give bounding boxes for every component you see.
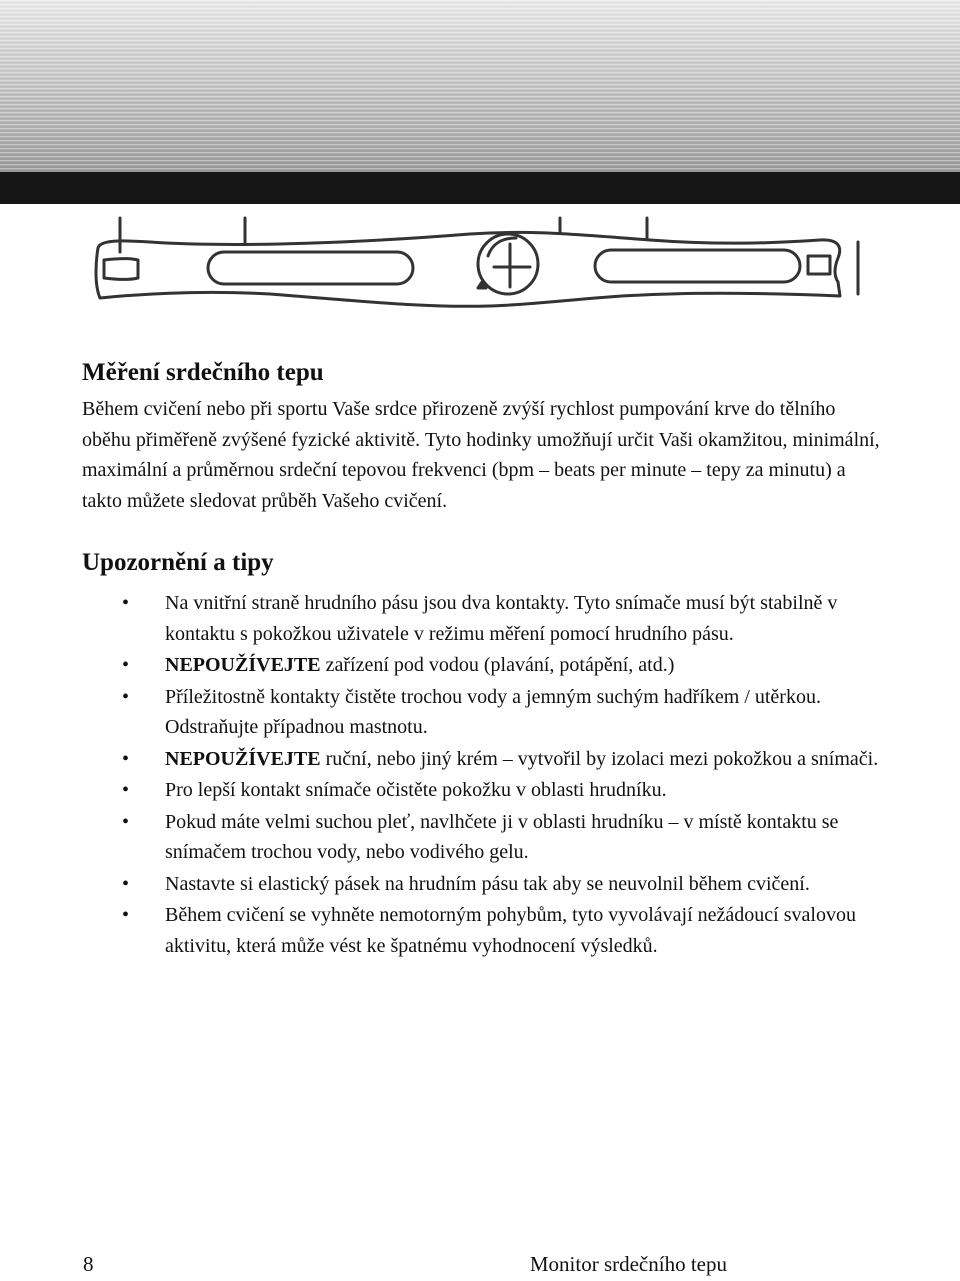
document-body: [82, 356, 882, 962]
bullet-icon: •: [122, 654, 130, 676]
section-heading-tips: Upozornění a tipy: [82, 549, 274, 576]
list-item: • Během cvičení se vyhněte nemotorným pohybům, tyto vyvolávají nežádoucí svalovou aktivitu, která může vést ke špatnému vyhodnocení výsledků.: [82, 900, 882, 961]
bullet-icon: •: [122, 810, 130, 833]
tips-list: [82, 588, 882, 961]
running-title: Monitor srdečního tepu: [529, 1252, 727, 1276]
list-item: • Na vnitřní straně hrudního pásu jsou dva kontakty. Tyto snímače musí být stabilně v kontaktu s pokožkou uživatele v režimu měření pomocí hrudního pásu.: [82, 588, 882, 649]
list-item: • Pro lepší kontakt snímače očistěte pokožku v oblasti hrudníku.: [82, 775, 882, 806]
header-dark-bar: [0, 172, 960, 204]
bullet-icon: •: [122, 904, 130, 926]
list-item: • Příležitostně kontakty čistěte trochou vody a jemným suchým hadříkem / utěrkou. Odstraňujte případnou mastnotu.: [82, 682, 882, 743]
bullet-icon: •: [122, 747, 130, 770]
bullet-icon: •: [122, 592, 130, 614]
list-item: • NEPOUŽÍVEJTE zařízení pod vodou (plavání, potápění, atd.): [82, 650, 882, 681]
section-paragraph-measurement: Během cvičení nebo při sportu Vaše srdce přirozeně zvýší rychlost pumpování krve do tělního oběhu přiměřeně zvýšené fyzické aktivitě. Tyto hodinky umožňují určit Vaši okamžitou, minimální, maximální a průměrnou srdeční tepovou frekvenci (bpm – beats per minute – tepy za minutu) a takto můžete sledovat průběh Vašeho cvičení.: [82, 398, 880, 512]
bullet-icon: •: [122, 872, 130, 895]
list-item: • NEPOUŽÍVEJTE ruční, nebo jiný krém – vytvořil by izolaci mezi pokožkou a snímači.: [82, 744, 882, 775]
section-heading-measurement: Měření srdečního tepu: [82, 359, 324, 386]
page-number: 8: [83, 1252, 94, 1276]
list-item: • Pokud máte velmi suchou pleť, navlhčete ji v oblasti hrudníku – v místě kontaktu se snímačem trochou vody, nebo vodivého gelu.: [82, 807, 882, 868]
bullet-icon: •: [122, 779, 130, 801]
list-item: • Nastavte si elastický pásek na hrudním pásu tak aby se neuvolnil během cvičení.: [82, 869, 882, 900]
header-metal-band: [0, 0, 960, 172]
chest-strap-illustration: [90, 212, 870, 312]
bullet-icon: •: [122, 685, 130, 708]
